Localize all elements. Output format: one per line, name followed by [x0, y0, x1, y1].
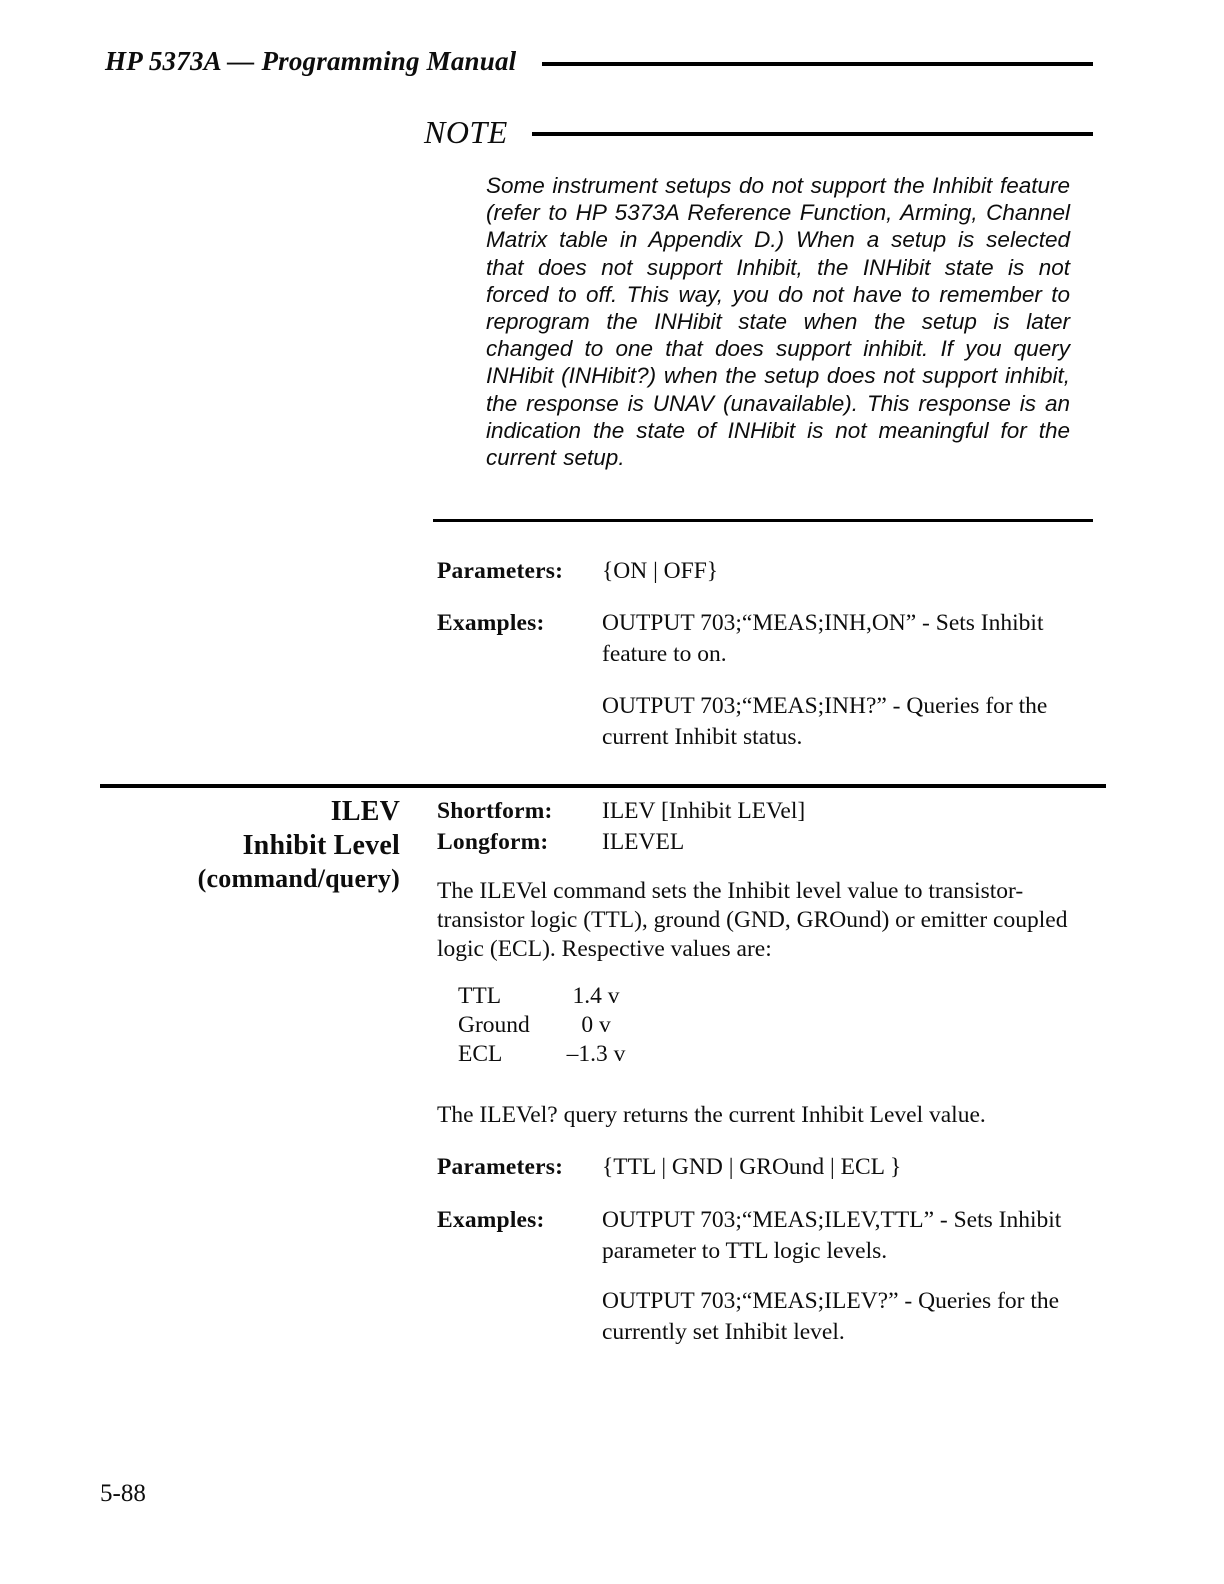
shortform-row — [437, 796, 1093, 826]
level-name: Ground — [458, 1011, 530, 1038]
ilev-levels-table — [458, 982, 638, 1068]
parameters-value: {TTL | GND | GROund | ECL } — [602, 1154, 902, 1180]
note-end-rule — [433, 519, 1093, 522]
level-value: 1.4 v — [572, 983, 620, 1009]
running-header — [105, 46, 1093, 77]
page-number: 5-88 — [100, 1480, 146, 1507]
header-title: HP 5373A — Programming Manual — [105, 46, 517, 76]
shortform-value: ILEV [Inhibit LEVel] — [602, 798, 806, 824]
header-rule — [542, 62, 1093, 66]
ilev-command-heading — [60, 795, 400, 896]
note-heading — [424, 114, 1093, 151]
level-row — [458, 1040, 638, 1069]
example-text: OUTPUT 703;“MEAS;ILEV?” - Queries for the currently set Inhibit level. — [602, 1288, 1060, 1345]
shortform-label: Shortform: — [437, 798, 553, 824]
inh-parameters-row — [437, 556, 1093, 587]
examples-label: Examples: — [437, 610, 545, 636]
ilev-parameters-row — [437, 1152, 1093, 1183]
command-title: Inhibit Level — [242, 829, 400, 861]
examples-label: Examples: — [437, 1207, 545, 1233]
ilev-section-rule — [100, 784, 1106, 788]
example-text: OUTPUT 703;“MEAS;ILEV,TTL” - Sets Inhibit parameter to TTL logic levels. — [602, 1207, 1062, 1264]
ilev-query-description: The ILEVel? query returns the current Inhibit Level value. — [437, 1102, 986, 1128]
level-name: TTL — [458, 983, 502, 1009]
parameters-label: Parameters: — [437, 558, 564, 584]
longform-label: Longform: — [437, 829, 549, 855]
command-type: (command/query) — [197, 864, 400, 893]
inh-examples-row — [437, 608, 1093, 670]
level-row — [458, 1011, 638, 1040]
example-text: OUTPUT 703;“MEAS;INH,ON” - Sets Inhibit feature to on. — [602, 610, 1044, 667]
ilev-examples-row — [437, 1205, 1093, 1267]
note-label: NOTE — [424, 114, 508, 150]
longform-row — [437, 827, 1093, 857]
ilev-description: The ILEVel command sets the Inhibit level value to transistor-transistor logic (TTL), ground (GND, GROund) or emitter coupled logic (ECL). Respective values are: — [437, 878, 1068, 962]
level-name: ECL — [458, 1040, 503, 1067]
example-text: OUTPUT 703;“MEAS;INH?” - Queries for the current Inhibit status. — [602, 693, 1048, 750]
level-row — [458, 982, 638, 1011]
parameters-label: Parameters: — [437, 1154, 564, 1180]
longform-value: ILEVEL — [602, 829, 685, 855]
command-name: ILEV — [330, 796, 400, 827]
note-heading-rule — [532, 132, 1093, 136]
note-body: Some instrument setups do not support the Inhibit feature (refer to HP 5373A Reference Function, Arming, Channel Matrix table in Appendix D.) When a setup is selected that does not support Inhibit, the INHibit state is not forced to off. This way, you do not have to remember to reprogram the INHibit state when the setup is later changed to one that does support inhibit. If you query INHibit (INHibit?) when the setup does not support inhibit, the response is UNAV (unavailable). This response is an indication the state of INHibit is not meaningful for the current setup. — [486, 173, 1070, 471]
level-value: 0 v — [581, 1011, 611, 1038]
parameters-value: {ON | OFF} — [602, 558, 719, 584]
level-value: –1.3 v — [566, 1040, 626, 1067]
